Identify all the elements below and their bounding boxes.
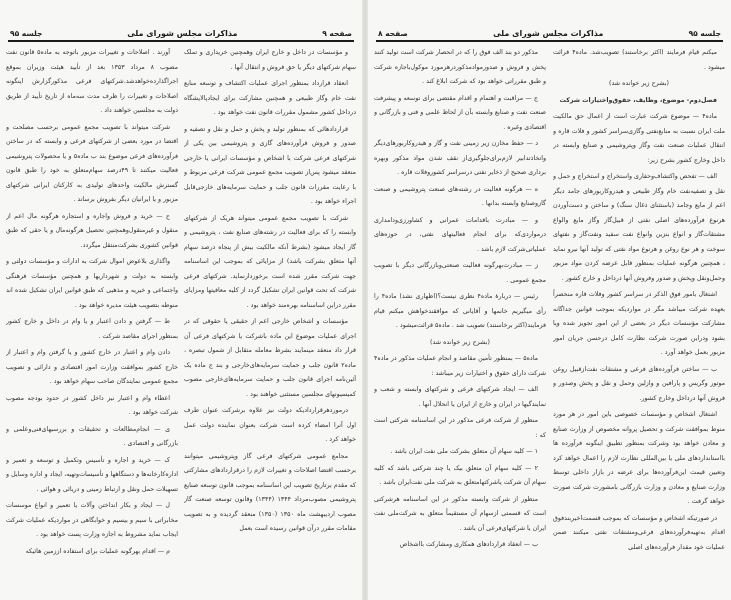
paragraph: واگذاری بلاعوض اموال شرکت به ادارات و مؤسسات دولتی و وابسته به دولت و شهرداریها و همچنین مؤسسات فرهنگی واجتماعی و خیریه و مذهبی که طبق قوانین ایران تشکیل شده اند منوطه بتصویب هیئت مدیره خواهد بود . (6, 258, 178, 309)
text-column-right (184, 46, 356, 539)
paragraph: ی — انجام‌مطالعات و تحقیقات و بررسیهای‌فنی‌وعلمی و بازرگانی و اقتصادی . (6, 425, 178, 447)
paragraph: اشتغال اشخاص و مؤسسات خصوصی باین امور در هر مورد منوط بموافقت شرکت و تحصیل پروانه مخصوص از وزارت صنایع و معادن خواهد بود وشرکت بمنظور تطبیق اینگونه فرآورده ها بااستانداردهای ملی یا بین‌المللی نظارت لازم را اعمال خواهد کرد وتعیین قیمت این‌فرآورده‌ها برای عرضه در بازار داخلی توسط وزارت صنایع و معادن و وزارت بازرگانی بامشورت شرکت صورت خواهد گرفت . (553, 411, 725, 505)
paragraph: د — حفظ مخازن زیر زمینی نفت و گاز و هیدروکاربورهای‌دیگر واتخاذتدابیر لازم‌برای‌جلوگیری‌از نقف شدن مواد مذکور وبهره برداری صحیح از ذخایر نفتی درسراسر کشوروفلات قاره . (374, 140, 546, 176)
paragraph: ماده۴ — موضوع شرکت عبارت است از اعمال حق مالکیت ملت ایران نسبت به منابع‌نفتی وگازی‌سراسر کشور و فلات قاره و انتقال عملیات صنعت نفت وگاز وپتروشیمی و صنایع وابسته در داخل وخارج کشور بشرح زیر: (553, 113, 725, 164)
paragraph: ه — هرگونه فعالیت در رشته‌های صنعت پتروشیمی و صنعت گازوصنایع وابسته بدانها . (374, 185, 546, 207)
running-title: مذاکرات مجلس شورای ملی (127, 29, 238, 38)
paragraph: قراردادهائی که بمنظور تولید و پخش و حمل و نقل و تصفیه و صدور و فروش فرآورده‌های گازی و پتروشیمی بین یکی از شرکتهای فرعی شرکت با اشخاص و مؤسسات ایرانی یا خارجی منعقد میشود پس‌از تصویب مجمع عمومی شرکت فرعی مربوط و با رعایت مقررات قانون جلب و حمایت سرمایه‌های خارجی‌قابل اجراء خواهد بود . (184, 125, 356, 205)
text-column-right (553, 46, 725, 557)
paragraph: ز — مبادرت‌بهرگونه فعالیت صنعتی‌وبازرگانی دیگر با تصویب مجمع عمومی . (374, 262, 546, 284)
paragraph: شرکت میتواند با تصویب مجمع عمومی برحسب مصلحت و اقتضا در مورد بعضی از شرکتهای فرعی و وابسته که در ساختن فرآورده‌های فرعی موضوع بند ب ماده۵ و یا محصولات پتروشیمی فعالیت میکنند تا ۴۹درصد سهام‌متعلق به خود را طبق قانون گسترش مالکیت واحدهای تولیدی به کارکنان ایرانی شرکتهای مزبور و یا ایرانیان دیگر بفروش برساند . (6, 123, 178, 203)
reading-note: (بشرح زیر خوانده شد) (609, 80, 669, 87)
page-number-label: صفحه ۹ (322, 29, 352, 38)
paragraph: ۲ — کلیه سهام آن متعلق بیک یا چند شرکتی باشد که کلیه سهام آن شرکت یاشرکتهامتعلق به شرکت ملی نفت‌ایران باشد . (374, 464, 546, 486)
paragraph: ط — گرفتن و دادن اعتبار و یا وام در داخل و خارج کشور بمنظور اجرای مقاصد شرکت . (6, 318, 178, 340)
paragraph: م — اقدام بهرگونه عملیات برای استفاده اززمین هائیکه (25, 547, 170, 555)
paragraph: و — مبادرت باقدامات عمرانی و کشاورزی‌ودامداری درمواردی‌که برای انجام فعالیتهای نفتی، در حوزه‌های عملیاتی‌شرکت لازم باشد . (374, 216, 546, 253)
session-label: جلسه ۹۵ (10, 29, 43, 38)
session-label: جلسه ۹۵ (688, 29, 721, 38)
paragraph: مؤسسات و اشخاص خارجی اعم از حقیقی یا حقوقی که در اجرای عملیات موضوع این ماده باشرکت یا شرکتهای فرعی آن قرار داد منعقد مینمایند بشرط معامله متقابل از شمول تبصره ، ماده۲ قانون جلب و حمایت سرمایه‌های‌خارجی و بند ج ماده یک آئین‌نامه اجرای قانون جلب و حمایت سرمایه‌های‌خارجی مصوب کمیسیونهای مجلسین مستثنی خواهند بود . (184, 318, 356, 398)
paragraph: میکنم قیام فرمایند (اکثر برخاستند) تصویب‌شد. ماده۴ قرائت میشود . (553, 49, 725, 71)
paragraph: ماده۵ — بمنظور تأمین مقاصد و انجام عملیات مذکور در ماده۴ شرکت دارای حقوق و اختیارات زیر میباشد : (374, 355, 546, 377)
paragraph: ب — انعقاد قراردادهای همکاری ومشارکت بااشخاص (399, 541, 538, 548)
page-header (378, 24, 721, 38)
paragraph: انعقاد قرارداد بمنظور اجرای عملیات اکتشاف و توسعه منابع نفت خام وگاز طبیعی و همچنین مشارکت برای ایجادپالایشگاه درداخل کشور مشمول مقررات قانون نفت خواهد بود . (184, 80, 356, 116)
header-rule (376, 40, 723, 42)
paragraph: و مؤسسات در داخل و خارج ایران وهمچنین خریداری و تملک سهام شرکتهای دیگر یا حق فروش و انتقال آنها . (184, 49, 356, 71)
paragraph: منظور از شرکت فرعی مذکور در این اساسنامه شرکتی است که : (374, 417, 546, 439)
paragraph: ب — ساختن فرآورده‌های فرعی و مشتقات نفت‌ازقبیل روغن موتور وگریس و پارافین و وازلین وحمل و نقل و پخش وصدور و فروش آنها درداخل وخارج کشور. (553, 365, 725, 402)
header-rule (8, 40, 354, 42)
text-column-left (374, 46, 546, 555)
paragraph: ل — ایجاد و بکار انداختن وآلات یا تعمیر و انواع موسسات مخابراتی با سیم و بیسیم و خوابگاهی در مواردیکه عملیات شرکت ایجاب نماید مشروط به اجازه وزارت پست خواهد بود . (6, 502, 178, 538)
paragraph: دادن وام و اعتبار در خارج کشور و یا گرفتن وام و اعتبار از خارج کشور بموافقت وزارت امور اقتصادی و دارائی و تصویب مجمع عمومی نمایندگان صاحب سهام خواهد بود . (6, 349, 178, 385)
paragraph: الف — تفحص واکتشاف‌وحفاری واستخراج و استخراج و حمل و نقل و تصفیه‌نفت خام وگاز طبیعی و هیدروکاربورهای جامد دیگر اعم از مایع وجامد (باستثنای ذغال سنگ) و ساختن و دست‌آوردن هرنوع فرآورده‌های اصلی نفتی از قبیل‌گاز وگاز مایع والواع مشتقات‌گاز و انواع بنزین وانواع نفت سفید ونفت‌گاز و نفتهای سوخت و هر نوع روغن و هرنوع مواد نفتی که تولید آنها نیرو نماید ، همچنین هرگونه عملیات بمنظور قابل عرضه کردن مواد مزبور وحمل‌ونقل وپخش و صدور وفروش آنها درداخل و خارج کشور . (553, 173, 725, 282)
page-header (10, 24, 352, 38)
page-number-label: صفحه ۸ (378, 29, 408, 38)
running-title: مذاکرات مجلس شورای ملی (493, 29, 604, 38)
paragraph: اشتغال بامور فوق الذکر در سراسر کشور وفلات قاره منحصراً بعهده شرکت میباشد مگر در مواردیکه بموجب قوانین جداگانه مشارکت مؤسسات دیگر در بعضی از این امور تجویز شده ویا بشود ودراین صورت شرکت نظارت کامل درحسن جریان امور مزبور بعمل خواهد آورد . (553, 291, 725, 356)
paragraph: در صورتیکه اشخاص و مؤسسات که بموجب قسمت‌اخیربندفوق اقدام به‌تهیه‌فرآورده‌های فرعی‌ومشتقات نفتی میکنند ضمن عملیات خود مقدار فرآورده‌های اصلی (553, 514, 725, 551)
paragraph: اعطاء وام و اعتبار نیز داخل کشور در حدود بودجه مصوب شرکت خواهد بود . (6, 394, 178, 416)
paragraph: ج — مراقبت و اهتمام و اقدام مقتضی برای توسعه و پیشرفت صنعت نفت و صنایع وابسته بآن از لحاظ علمی و فنی و بازرگانی و اقتصادی وغیره . (374, 94, 546, 131)
paragraph: منظور از شرکت وابسته مذکور در این اساسنامه هرشرکتی است که قسمتی ازسهام آن مستقیماً متعلق به شرکت‌ملی نفت ایران یا شرکتهای‌فرعی آن باشد . (374, 495, 546, 532)
page-8-right (368, 0, 731, 600)
paragraph: مذکور دو بند الف فوق را که در انحصار شرکت است تولید کنند پخش و فروش و صدورموادمذکوردرهرمورد موکول‌باجازه شرکت و طبق مقرراتی خواهد بود که شرکت ابلاغ کند . (374, 49, 546, 85)
paragraph: آورند . اصلاحات و تغییرات مزبور باتوجه به ماده۵ قانون نفت مصوب ۸ مرداد ۱۳۵۳ بعد از تأیید هیئت وزیران بموقع اجراگذارده‌خواهدشد.شرکتهای فرعی مذکورگزارش اینگونه اصلاحات و تغییرات را ظرف مدت سه‌ماه از تاریخ تأیید از طریق دولت به مجلسین خواهند داد . (6, 49, 178, 114)
paragraph: مجامع عمومی شرکتهای فرعی گاز وپتروشیمی میتوانند برحسب اقتضا اصلاحات و تغییرات لازم را درقراردادهای مشارکتی که مقدم برتاریخ تصویب این اساسنامه بموجب قانون توسعه صنایع پتروشیمی مصوب‌مرداد ۱۳۴۴ (۱۳۴۴) وقانون توسعه صنعت گاز مصوب اردیبهشت ماه ۱۳۵۰ (۱۳۵۰) منعقد گردیده و به تصویب مقامات مقرر درآن قوانین رسیده است بعمل (184, 452, 356, 532)
text-column-left (6, 46, 178, 561)
paragraph: رئیس — دربارهٔ ماده۴ نظری نیست؟(اظهاری نشد) ماده۴ را رأی میگیریم خانمها و آقایانی که موافقند‌خواهش میکنم قیام فرمایند(اکثر برخاستند) تصویب شد . ماده۵ قرائت‌میشود . (374, 293, 546, 329)
paragraph: ح — خرید و فروش واجاره و استجاره هرگونه مال اعم از منقول و غیرمنقول‌وهمچنین تحصیل هرگونه‌مال و یا حقی که طبق قوانین کشوری بشرکت‌منتقل میگردد. (6, 212, 178, 249)
paragraph: ۱ — کلیه سهام آن متعلق بشرکت ملی نفت ایران باشد . (390, 448, 538, 455)
page-9-left (0, 0, 362, 600)
paragraph: درموردهرقراردادیکه دولت نیز علاوه برشرکت عنوان طرف اول آنرا امضاء کرده است شرکت بعنوان نماینده دولت عمل خواهد کرد . (184, 407, 356, 443)
paragraph: شرکت با تصویب مجمع عمومی میتواند هریک از شرکتهای وابسته را که برای فعالیت در رشته‌های صنایع نفت ، پتروشیمی و گاز ایجاد میشود (بشرط آنکه مالکیت بیش از پنجاه درصد سهام آنها متعلق بشرکت باشد) از مزایائی که بموجب این اساسنامه جهت شرکت مقرر شده است برخوردارنماید. شرکتهای فرعی شرکت که تحت قوانین ایران تشکیل گردد از کلیه معافیتها ومزایای مقرر دراین اساسنامه بهره‌مند خواهد بود . (184, 214, 356, 309)
paragraph: ک — خرید و اجاره و تأسیس وتکمیل و توسعه و تعمیر و اداره‌کارخانه‌ها و دستگاهها و تأسیسات‌وتهیه، ایجاد و اداره وسایل و تسهیلات حمل ونقل و ارتباط زمینی و دریائی و هوائی . (6, 456, 178, 493)
paragraph: الف — ایجاد شرکتهای فرعی و شرکتهای وابسته و شعب و نمایندگیها در ایران و خارج از ایران یا انحلال آنها . (374, 386, 546, 408)
reading-note: (بشرح زیر خوانده شد) (430, 338, 490, 346)
chapter-heading: فصل‌دوم- موضوع، وظایف، حقوق‌واختیارات شرکت (559, 96, 717, 104)
